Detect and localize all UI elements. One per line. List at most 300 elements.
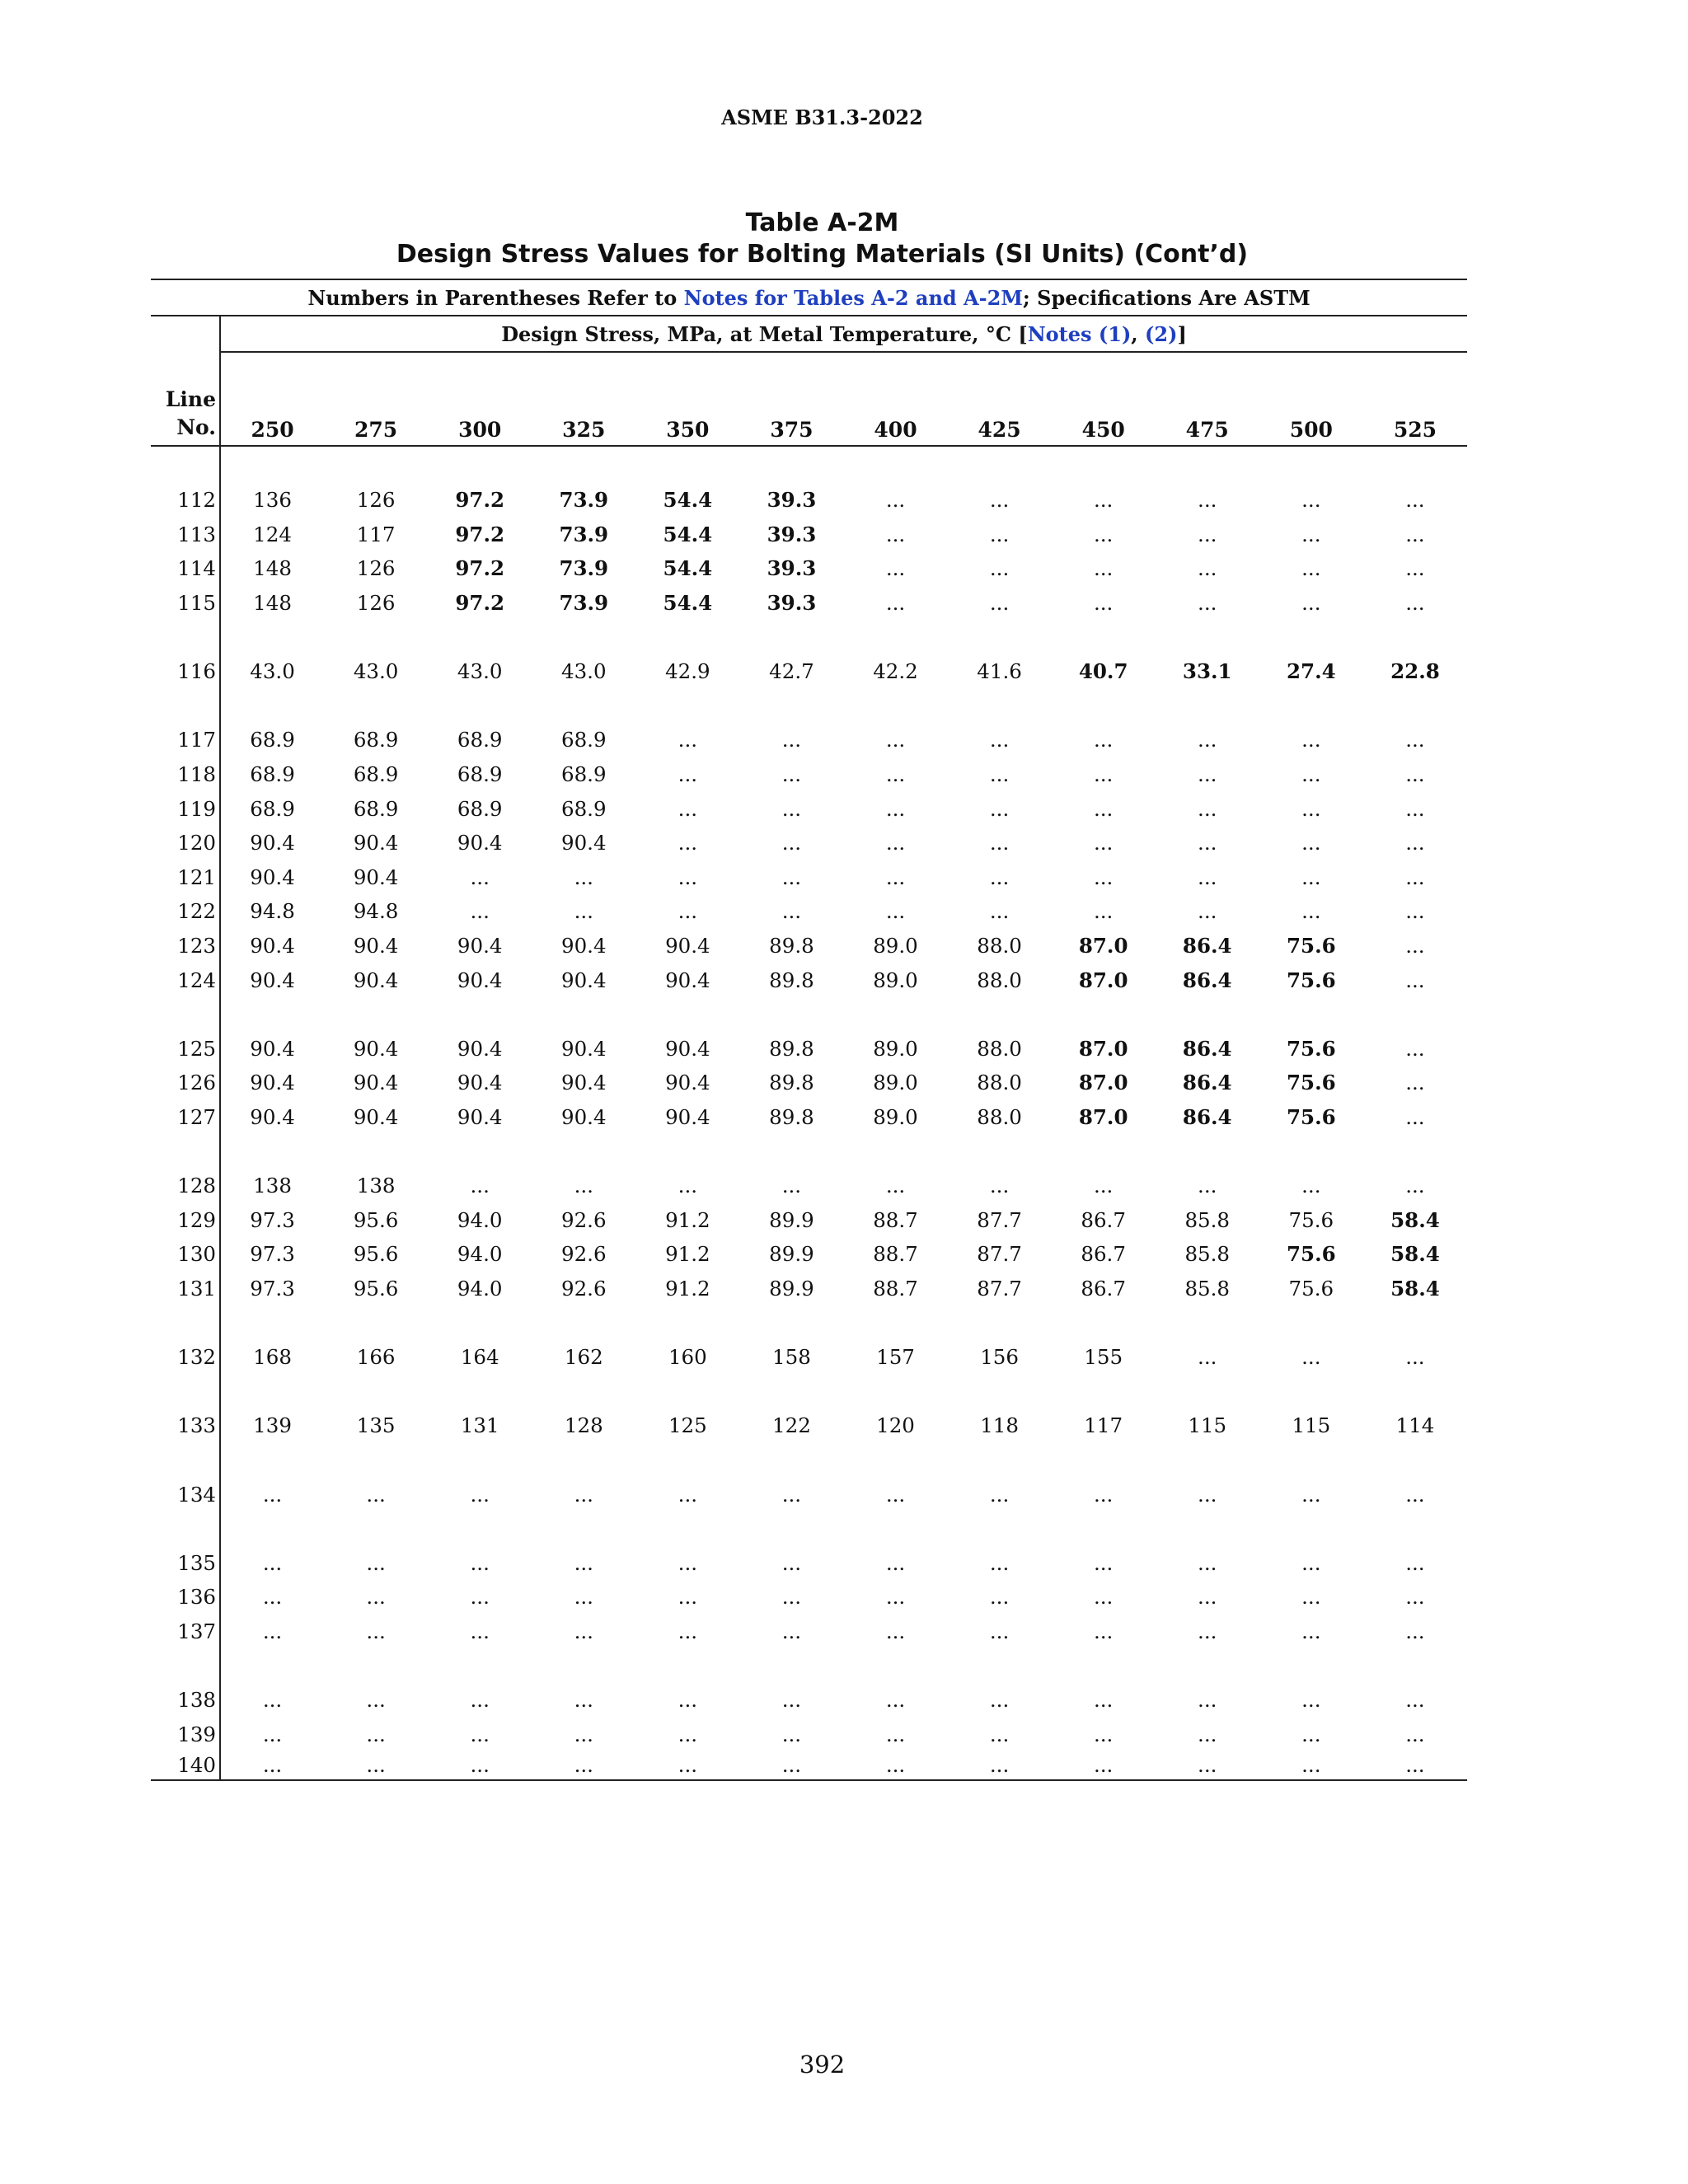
stress-value-250: 124 [253,522,292,546]
stress-value-300: ... [470,899,490,924]
stress-value-325: 90.4 [560,1071,607,1095]
table-row [151,1237,1467,1272]
stress-value-525: ... [1405,1071,1425,1095]
stress-value-300: 90.4 [457,1071,503,1095]
stress-value-350: 90.4 [665,934,710,958]
stress-value-275: 90.4 [353,1104,399,1129]
stress-value-375: 89.9 [769,1242,814,1267]
temp-header-500: 500 [1259,352,1363,446]
line-number: 125 [151,1032,220,1066]
stress-value-350: ... [678,899,698,924]
stress-value-275: 43.0 [353,659,399,684]
temp-header-450: 450 [1052,352,1156,446]
stress-value-400: 88.7 [873,1276,918,1301]
table-row [151,929,1467,963]
stress-value-275: 68.9 [353,796,399,821]
line-number: 122 [151,894,220,929]
line-number: 114 [151,551,220,586]
stress-value-375: 89.9 [769,1207,814,1232]
stress-value-350: ... [678,1482,698,1507]
stress-value-400: 120 [876,1413,915,1438]
stress-value-375: ... [781,1482,802,1507]
stress-value-350: ... [678,1688,698,1713]
stress-value-475: 85.8 [1184,1207,1231,1232]
stress-value-425: ... [989,591,1010,616]
group-spacer [151,1511,1467,1546]
notes-separator: , [1131,321,1146,346]
stress-value-275: 135 [356,1413,396,1438]
stress-value-525: ... [1405,762,1425,787]
stress-value-275: 68.9 [353,762,399,787]
stress-value-400: 89.0 [873,968,918,992]
stress-value-375: 89.8 [769,968,814,992]
stress-value-375: 39.3 [767,556,817,581]
note-2-link[interactable]: (2) [1145,321,1178,346]
stress-value-400: ... [885,1688,906,1713]
stress-value-400: ... [885,865,906,889]
stress-value-475: 86.4 [1182,1104,1232,1129]
stress-value-500: ... [1301,899,1321,924]
table-row [151,551,1467,586]
stress-value-250: 97.3 [250,1242,295,1267]
stress-value-350: ... [678,1585,698,1610]
stress-value-450: 87.0 [1078,1104,1128,1129]
stress-value-375: 39.3 [767,522,817,546]
stress-value-475: 86.4 [1182,968,1232,992]
table-row [151,1545,1467,1580]
stress-value-525: 58.4 [1390,1242,1440,1267]
stress-value-450: 87.0 [1078,1071,1128,1095]
stress-value-350: ... [678,796,698,821]
stress-value-350: 54.4 [663,556,713,581]
stress-value-250: 68.9 [250,728,295,752]
line-number: 112 [151,483,220,518]
stress-value-400: 157 [876,1345,915,1370]
stress-value-525: ... [1405,899,1425,924]
stress-value-325: 73.9 [559,522,609,546]
stress-value-375: ... [781,728,802,752]
group-spacer [151,1305,1467,1340]
table-row [151,963,1467,997]
stress-value-375: 89.8 [769,1036,814,1061]
stress-value-400: ... [885,522,906,546]
temp-header-525: 525 [1363,352,1467,446]
line-no-header [151,352,220,446]
stress-value-500: ... [1301,796,1321,821]
table-row [151,1202,1467,1237]
stress-value-250: ... [262,1619,283,1643]
stress-value-400: ... [885,796,906,821]
stress-header-row [151,316,1467,352]
stress-value-425: ... [989,728,1010,752]
stress-value-425: 87.7 [977,1207,1022,1232]
stress-value-275: 95.6 [353,1242,399,1267]
notes-link[interactable]: Notes for Tables A-2 and A-2M [683,285,1023,310]
stress-value-525: ... [1405,556,1425,581]
stress-value-400: ... [885,1550,906,1575]
stress-value-425: ... [989,1585,1010,1610]
stress-value-450: 117 [1084,1413,1123,1438]
stress-value-250: ... [220,1751,324,1780]
line-number: 136 [151,1580,220,1615]
stress-value-325: 90.4 [560,968,607,992]
stress-value-250: 90.4 [250,1036,295,1061]
stress-value-300: 90.4 [457,934,503,958]
stress-value-425: 118 [980,1413,1019,1438]
stress-value-425: ... [989,762,1010,787]
stress-value-425: ... [989,1550,1010,1575]
stress-value-450: 155 [1084,1345,1123,1370]
spacer-cell [220,1443,1467,1478]
spacer-cell [220,1511,1467,1546]
stress-value-475: ... [1198,831,1217,855]
stress-value-375: 42.7 [769,659,814,684]
stress-value-350: 42.9 [665,659,710,684]
group-spacer [151,1443,1467,1478]
stress-value-400: ... [885,899,906,924]
stress-value-375: 89.8 [769,1071,814,1095]
temp-header-350: 350 [635,352,739,446]
stress-value-275: ... [366,1688,386,1713]
stress-value-450: ... [1093,1174,1114,1198]
stress-value-275: 95.6 [353,1276,399,1301]
stress-value-425: ... [989,522,1010,546]
table-row [151,894,1467,929]
stress-value-300: 90.4 [457,1104,503,1129]
stress-value-475: ... [1198,488,1217,513]
spacer-cell [151,1648,220,1683]
spacer-cell [151,446,220,483]
stress-value-325: ... [532,1751,635,1780]
line-number: 133 [151,1408,220,1443]
stress-value-450: ... [1093,1550,1114,1575]
stress-value-525: ... [1405,591,1425,616]
table-row [151,518,1467,552]
stress-value-300: 90.4 [457,1036,503,1061]
stress-value-425: ... [989,556,1010,581]
stress-value-425: 88.0 [977,934,1022,958]
temp-header-275: 275 [324,352,428,446]
stress-value-475: ... [1198,556,1217,581]
stress-value-375: 122 [772,1413,811,1438]
stress-value-475: 86.4 [1182,1036,1232,1061]
stress-value-325: ... [574,1619,593,1643]
stress-value-525: ... [1405,865,1425,889]
stress-value-350: 54.4 [663,522,713,546]
stress-value-500: ... [1301,1585,1321,1610]
stress-value-525: 58.4 [1390,1207,1440,1232]
stress-value-525: ... [1405,488,1425,513]
stress-value-250: 43.0 [250,659,295,684]
table-row [151,654,1467,689]
stress-value-475: ... [1198,762,1217,787]
line-number: 135 [151,1545,220,1580]
stress-value-375: ... [781,762,802,787]
line-number: 115 [151,586,220,621]
stress-value-325: 128 [564,1413,603,1438]
stress-value-500: 27.4 [1286,659,1336,684]
stress-value-425: 88.0 [977,1104,1022,1129]
stress-value-325: 90.4 [560,831,607,855]
stress-value-300: 97.2 [455,556,505,581]
stress-value-350: 125 [668,1413,707,1438]
stress-value-250: 90.4 [250,831,295,855]
stress-value-500: 75.6 [1286,968,1336,992]
stress-value-350: ... [678,762,698,787]
stress-value-275: 138 [356,1174,396,1198]
stress-value-375: ... [781,1585,802,1610]
stress-value-300: 94.0 [457,1207,503,1232]
stress-value-275: 90.4 [353,831,399,855]
group-spacer [151,446,1467,483]
note-1-link[interactable]: Notes (1) [1027,321,1132,346]
stress-value-275: 126 [356,591,396,616]
spacer-cell [220,620,1467,654]
line-number: 131 [151,1272,220,1306]
stress-value-500: ... [1301,1688,1321,1713]
notes-suffix: ; Specifications Are ASTM [1022,285,1311,310]
stress-value-500: 75.6 [1288,1207,1334,1232]
spacer-cell [220,1305,1467,1340]
temp-header-375: 375 [739,352,843,446]
stress-value-450: ... [1093,522,1114,546]
stress-value-300: ... [470,1174,490,1198]
stress-value-350: ... [678,1722,698,1746]
spacer-cell [151,689,220,724]
stress-value-275: 90.4 [353,968,399,992]
line-number: 119 [151,791,220,826]
stress-value-475: ... [1198,1174,1217,1198]
stress-value-375: ... [781,1619,802,1643]
stress-value-250: ... [262,1585,283,1610]
stress-value-250: 97.3 [250,1276,295,1301]
stress-value-400: 88.7 [873,1207,918,1232]
line-number: 134 [151,1477,220,1511]
table-row [151,1751,1467,1780]
stress-value-400: ... [885,488,906,513]
stress-value-350: ... [678,1174,698,1198]
stress-value-275: 126 [356,556,396,581]
stress-value-325: 68.9 [560,796,607,821]
line-number: 116 [151,654,220,689]
spacer-cell [220,689,1467,724]
table-row [151,1100,1467,1135]
stress-value-475: 86.4 [1182,1071,1232,1095]
table-row [151,1580,1467,1615]
stress-value-450: 86.7 [1081,1207,1126,1232]
stress-value-500: ... [1301,1722,1321,1746]
stress-value-450: ... [1093,899,1114,924]
stress-value-500: ... [1259,1751,1363,1780]
line-no-header-line2: No. [176,415,216,439]
stress-value-250: 90.4 [250,934,295,958]
stress-value-475: ... [1198,899,1217,924]
stress-value-250: 90.4 [250,865,295,889]
stress-value-425: 87.7 [977,1276,1022,1301]
stress-value-325: ... [574,1585,593,1610]
stress-value-500: ... [1301,762,1321,787]
spacer-cell [220,446,1467,483]
stress-value-500: ... [1301,1482,1321,1507]
stress-value-500: ... [1301,591,1321,616]
temp-header-250: 250 [220,352,324,446]
stress-value-375: ... [781,831,802,855]
stress-value-525: ... [1405,934,1425,958]
stress-value-500: ... [1301,522,1321,546]
stress-value-400: ... [885,762,906,787]
stress-value-400: ... [885,1482,906,1507]
stress-value-400: 89.0 [873,934,918,958]
stress-value-250: ... [262,1722,283,1746]
stress-value-425: 88.0 [977,1036,1022,1061]
stress-value-400: ... [885,591,906,616]
stress-value-375: 39.3 [767,488,817,513]
stress-value-425: ... [989,1688,1010,1713]
stress-value-400: ... [885,1619,906,1643]
line-number: 129 [151,1202,220,1237]
stress-value-300: 164 [460,1345,499,1370]
line-number: 130 [151,1237,220,1272]
group-spacer [151,1134,1467,1169]
line-number: 121 [151,860,220,895]
stress-value-325: 43.0 [560,659,607,684]
table-row [151,791,1467,826]
stress-value-425: 88.0 [977,968,1022,992]
stress-value-425: ... [989,796,1010,821]
stress-value-525: ... [1405,1174,1425,1198]
stress-value-300: 97.2 [455,522,505,546]
stress-value-300: ... [470,1722,490,1746]
stress-value-250: 97.3 [250,1207,295,1232]
stress-value-475: 86.4 [1182,934,1232,958]
stress-value-250: ... [262,1550,283,1575]
stress-value-525: ... [1405,1688,1425,1713]
stress-value-475: ... [1198,522,1217,546]
stress-value-400: 42.2 [873,659,918,684]
stress-value-475: ... [1198,1688,1217,1713]
stress-value-300: 43.0 [457,659,503,684]
stress-value-525: ... [1405,968,1425,992]
stress-value-525: ... [1363,1751,1467,1780]
stress-value-275: ... [366,1619,386,1643]
stress-value-525: ... [1405,831,1425,855]
stress-value-475: ... [1198,1482,1217,1507]
stress-value-500: 75.6 [1286,1242,1336,1267]
stress-value-525: ... [1405,1619,1425,1643]
table-row [151,1408,1467,1443]
stress-value-450: ... [1093,591,1114,616]
stress-value-300: ... [428,1751,532,1780]
line-number: 128 [151,1169,220,1203]
spacer-cell [151,1374,220,1408]
stress-header [220,316,1467,352]
table-row [151,483,1467,518]
stress-value-325: 92.6 [560,1276,607,1301]
stress-value-275: 126 [356,488,396,513]
stress-value-500: 115 [1292,1413,1331,1438]
stress-value-275: 90.4 [353,865,399,889]
stress-value-250: 168 [253,1345,292,1370]
stress-value-450: 40.7 [1078,659,1128,684]
stress-value-475: ... [1198,1585,1217,1610]
stress-value-475: ... [1198,1345,1217,1370]
table-caption: Design Stress Values for Bolting Materials (SI Units) (Cont’d) [396,240,1249,269]
stress-value-350: 90.4 [665,1036,710,1061]
group-spacer [151,997,1467,1032]
stress-value-500: ... [1301,1174,1321,1198]
line-no-spacer [151,316,220,352]
stress-value-500: ... [1301,1619,1321,1643]
stress-value-275: 95.6 [353,1207,399,1232]
stress-value-250: 68.9 [250,796,295,821]
line-number: 139 [151,1717,220,1751]
stress-value-375: ... [739,1751,843,1780]
spacer-cell [220,1374,1467,1408]
notes-prefix: Numbers in Parentheses Refer to [307,285,684,310]
stress-value-525: ... [1405,1550,1425,1575]
stress-value-450: ... [1093,796,1114,821]
stress-value-300: 97.2 [455,488,505,513]
stress-value-300: 90.4 [457,831,503,855]
stress-value-250: 90.4 [250,1071,295,1095]
table-row [151,1032,1467,1066]
table-title [0,208,1644,270]
stress-value-375: 89.9 [769,1276,814,1301]
stress-value-325: 90.4 [560,934,607,958]
stress-value-375: ... [781,796,802,821]
stress-value-300: 131 [460,1413,499,1438]
stress-value-250: 136 [253,488,292,513]
stress-value-325: ... [574,1688,593,1713]
line-number: 113 [151,518,220,552]
stress-value-475: 85.8 [1184,1242,1231,1267]
stress-value-475: ... [1198,1619,1217,1643]
stress-value-375: ... [781,1550,802,1575]
stress-value-525: ... [1405,728,1425,752]
stress-value-400: ... [885,1174,906,1198]
page-number: 392 [799,2050,846,2079]
stress-value-350: ... [678,1619,698,1643]
line-no-header-line1: Line [165,387,216,411]
line-number: 127 [151,1100,220,1135]
spacer-cell [220,997,1467,1032]
stress-value-375: ... [781,899,802,924]
stress-value-425: 88.0 [977,1071,1022,1095]
stress-value-475: ... [1198,1722,1217,1746]
line-number: 124 [151,963,220,997]
stress-value-450: ... [1093,1722,1114,1746]
table-number: Table A-2M [745,209,899,237]
spacer-cell [151,1443,220,1478]
stress-value-350: 90.4 [665,1071,710,1095]
temp-header-400: 400 [843,352,947,446]
stress-value-500: 75.6 [1286,1036,1336,1061]
stress-value-325: 92.6 [560,1207,607,1232]
stress-value-525: ... [1405,1585,1425,1610]
stress-value-475: ... [1198,591,1217,616]
stress-value-275: 94.8 [353,899,399,924]
stress-value-450: ... [1093,1585,1114,1610]
stress-suffix: ] [1177,321,1187,346]
stress-value-375: ... [781,1174,802,1198]
stress-value-375: 158 [772,1345,811,1370]
stress-value-525: ... [1405,796,1425,821]
temp-header-300: 300 [428,352,532,446]
stress-value-325: ... [574,1550,593,1575]
stress-value-350: 91.2 [665,1242,710,1267]
stress-value-375: 89.8 [769,1104,814,1129]
stress-value-450: ... [1052,1751,1156,1780]
